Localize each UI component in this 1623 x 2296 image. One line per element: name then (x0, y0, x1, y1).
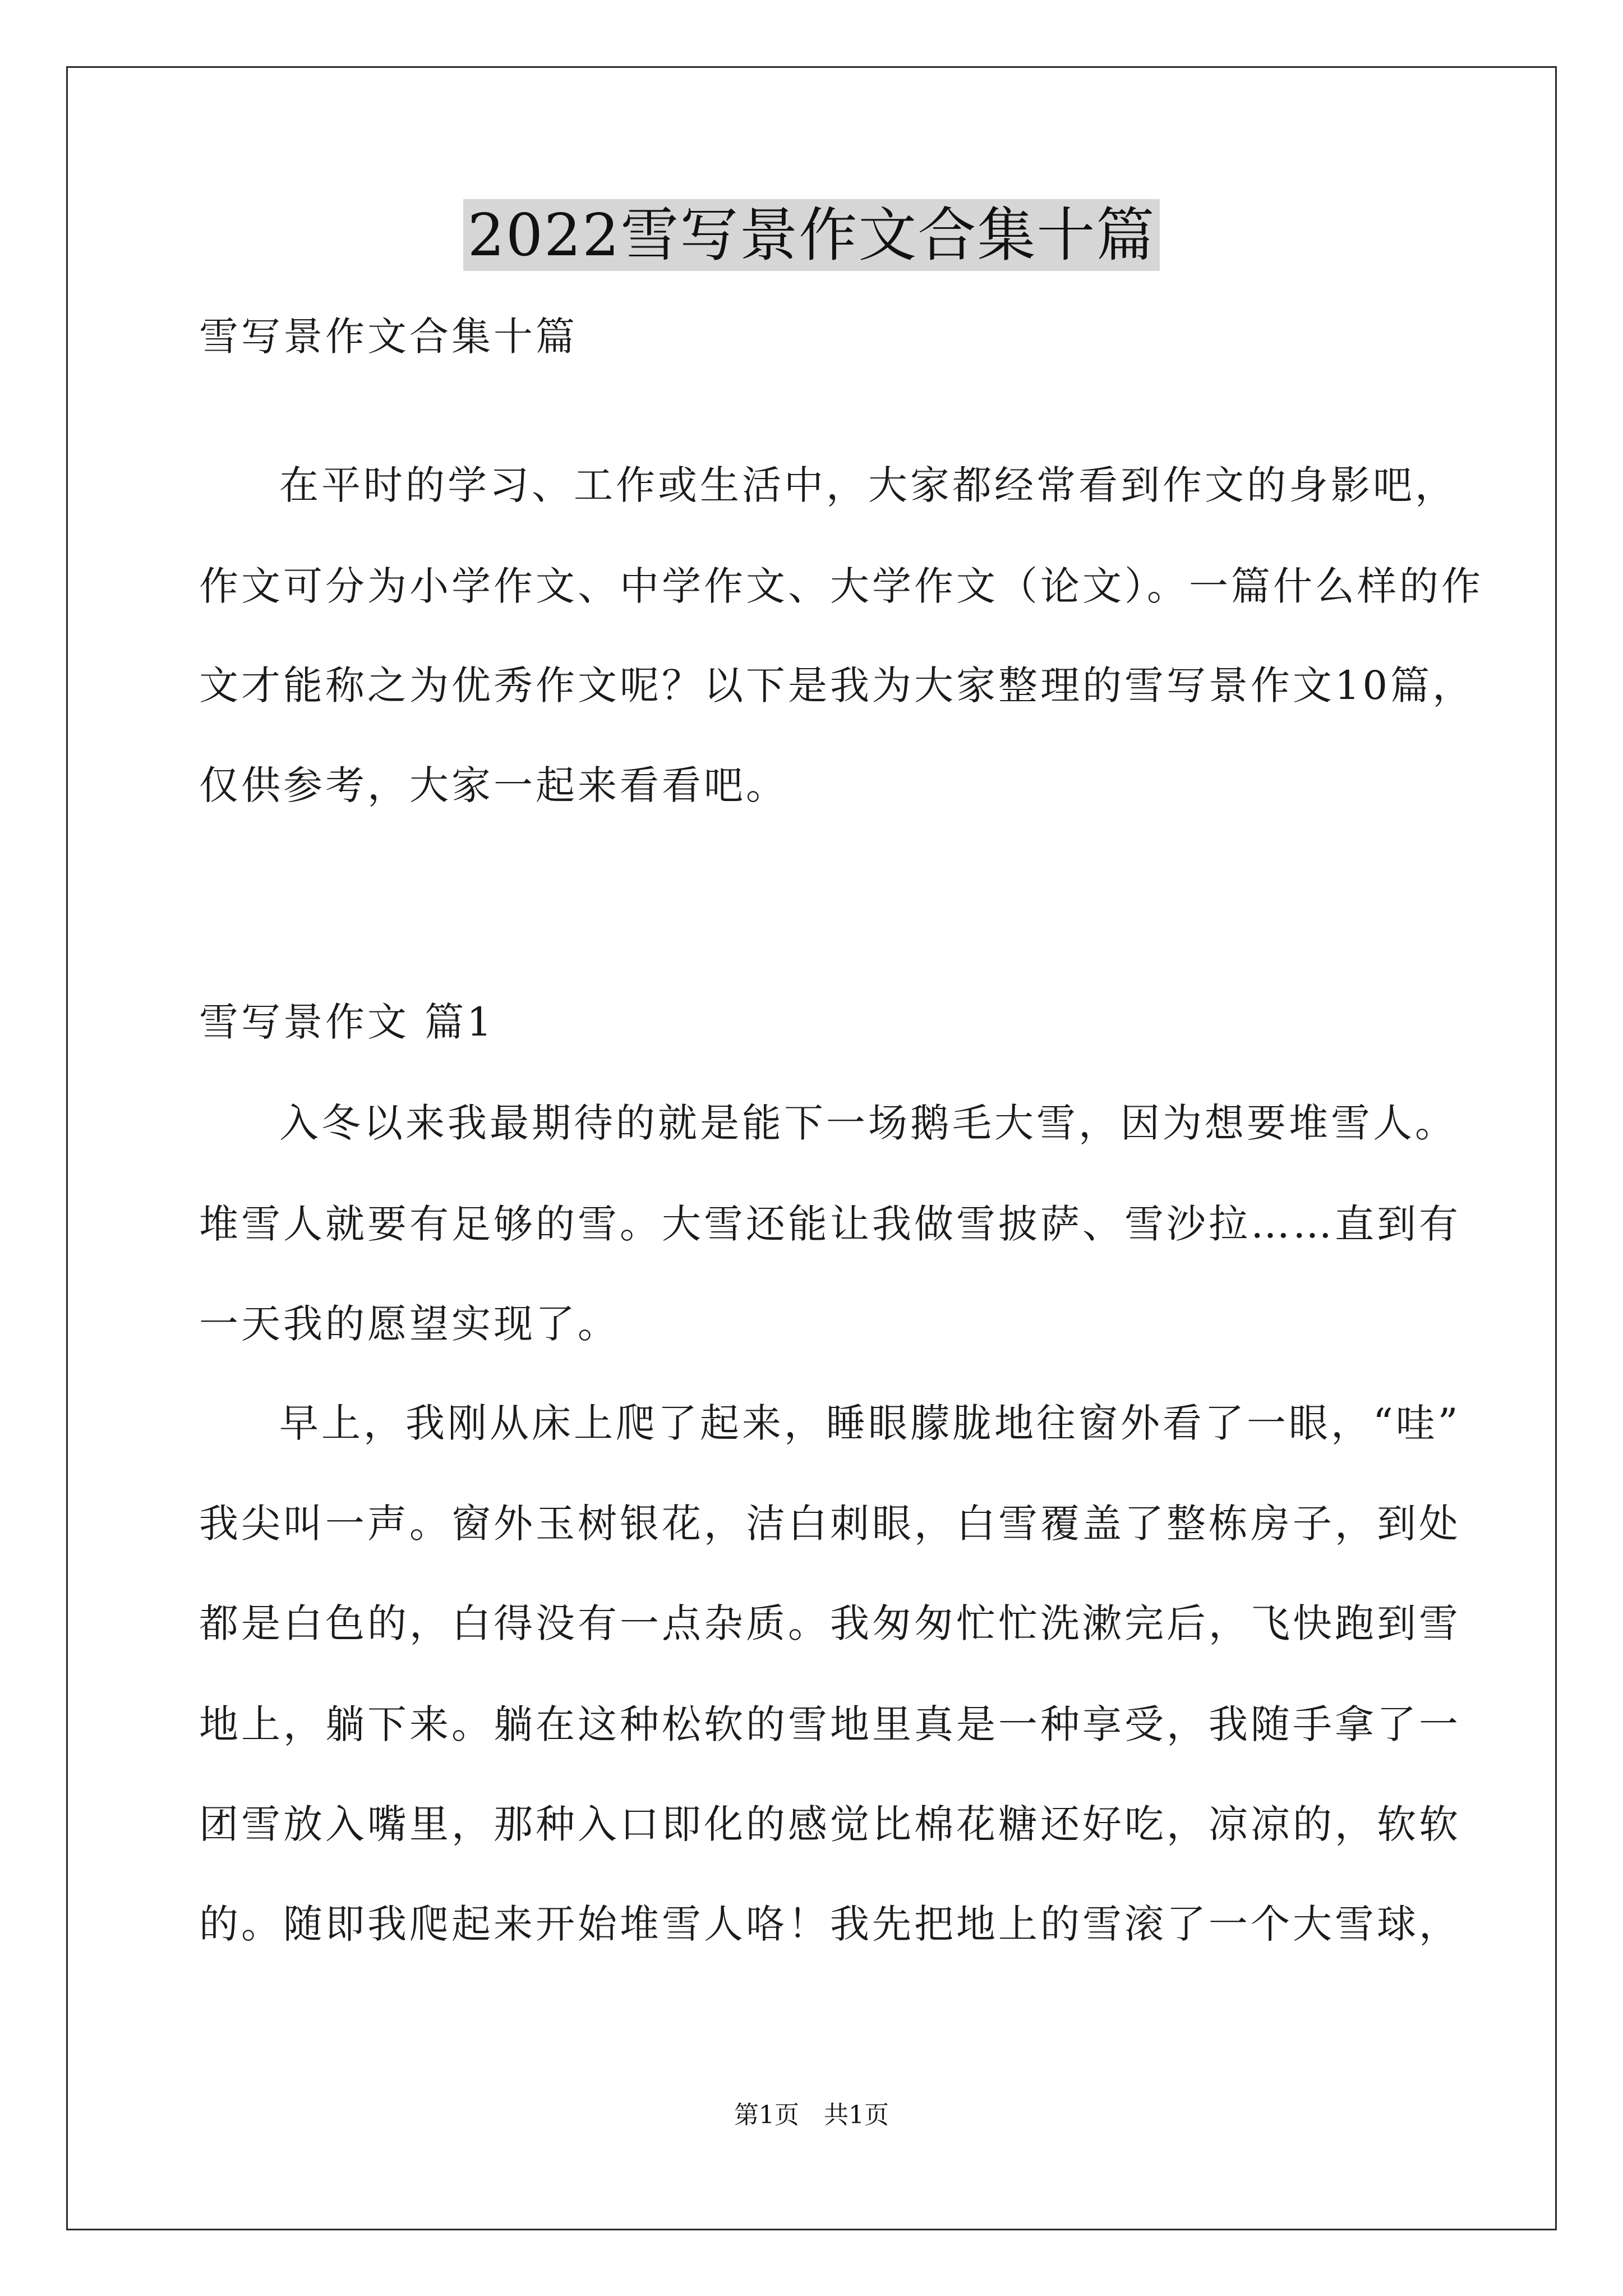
page-footer: 第1页 共1页 (734, 2101, 889, 2129)
paragraph-line: 我尖叫一声。窗外玉树银花，洁白刺眼，白雪覆盖了整栋房子，到处 (199, 1501, 1461, 1547)
intro-line: 在平时的学习、工作或生活中，大家都经常看到作文的身影吧， (279, 462, 1457, 508)
paragraph-line: 的。随即我爬起来开始堆雪人咯！我先把地上的雪滚了一个大雪球， (199, 1901, 1461, 1947)
section-heading: 雪写景作文 篇1 (199, 999, 495, 1045)
paragraph-line: 团雪放入嘴里，那种入口即化的感觉比棉花糖还好吃，凉凉的，软软 (199, 1801, 1461, 1847)
title-container (0, 199, 1623, 271)
paragraph-line: 地上，躺下来。躺在这种松软的雪地里真是一种享受，我随手拿了一 (199, 1701, 1461, 1747)
paragraph-line: 堆雪人就要有足够的雪。大雪还能让我做雪披萨、雪沙拉……直到有 (199, 1201, 1461, 1247)
paragraph-line: 都是白色的，白得没有一点杂质。我匆匆忙忙洗漱完后，飞快跑到雪 (199, 1600, 1461, 1646)
intro-line: 文才能称之为优秀作文呢？以下是我为大家整理的雪写景作文10篇， (199, 662, 1475, 708)
paragraph-line: 入冬以来我最期待的就是能下一场鹅毛大雪，因为想要堆雪人。 (279, 1100, 1457, 1146)
intro-line: 作文可分为小学作文、中学作文、大学作文（论文）。一篇什么样的作 (199, 563, 1483, 609)
paragraph-line: 早上，我刚从床上爬了起来，睡眼朦胧地往窗外看了一眼，“哇” (279, 1400, 1461, 1446)
paragraph-line: 一天我的愿望实现了。 (199, 1301, 620, 1347)
document-title: 2022雪写景作文合集十篇 (463, 199, 1160, 271)
subtitle: 雪写景作文合集十篇 (199, 314, 578, 360)
intro-line: 仅供参考，大家一起来看看吧。 (199, 762, 788, 808)
